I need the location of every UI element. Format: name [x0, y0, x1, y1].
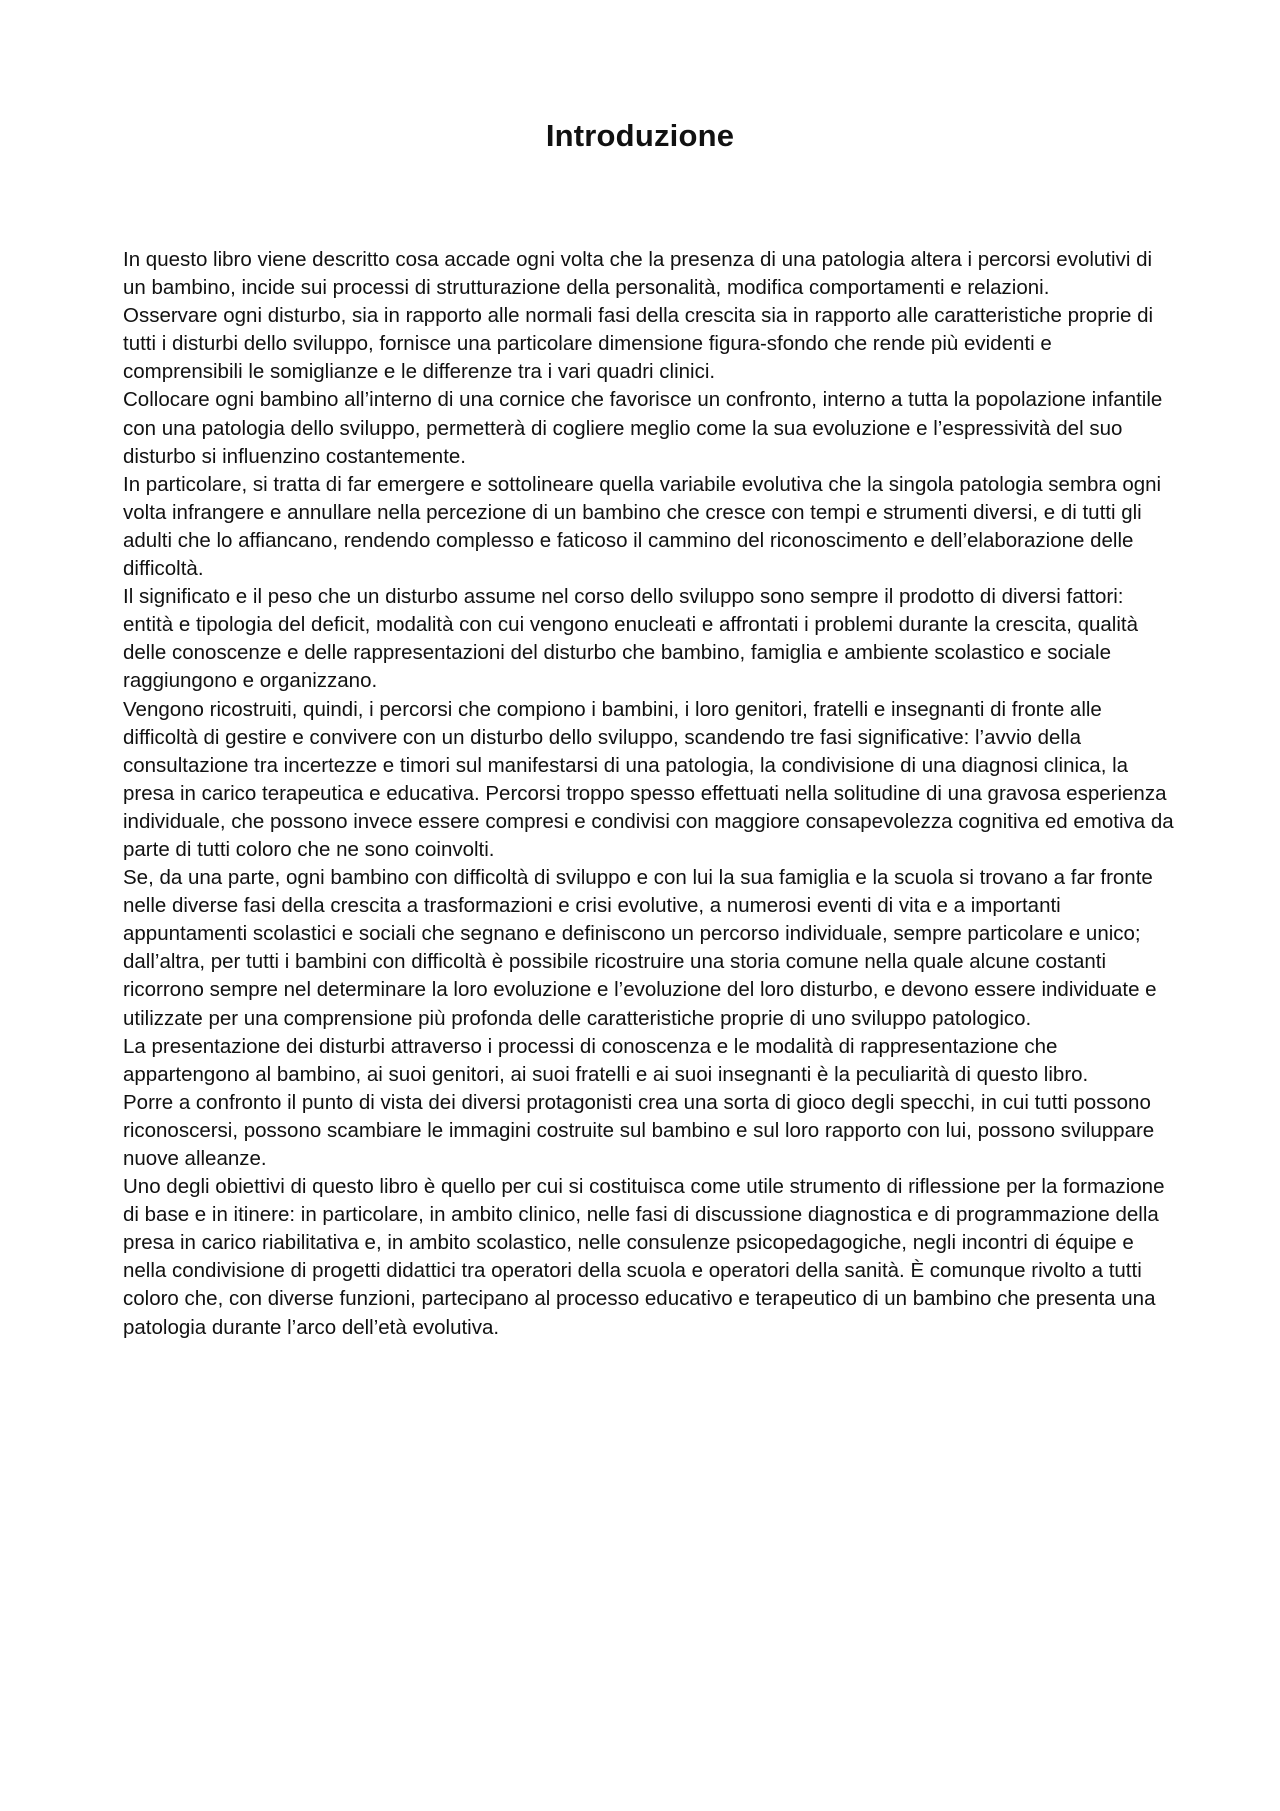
paragraph-3: Collocare ogni bambino all’interno di una cornice che favorisce un confronto, interno a tutta la popolazione infantile con una patologia dello sviluppo, permetterà di cogliere meglio come la sua evoluzione e l’espressività del suo disturbo si influenzino costantemente.	[123, 388, 1163, 468]
paragraph-2: Osservare ogni disturbo, sia in rapporto alle normali fasi della crescita sia in rapporto alle caratteristiche proprie di tutti i disturbi dello sviluppo, fornisce una particolare dimensione figura-sfondo che rende più evidenti e comprensibili le somiglianze e le differenze tra i vari quadri clinici.	[123, 304, 1154, 384]
paragraph-7: Se, da una parte, ogni bambino con difficoltà di sviluppo e con lui la sua famiglia e la scuola si trovano a far fronte nelle diverse fasi della crescita a trasformazioni e crisi evolutive, a numerosi eventi di vita e a importanti appuntamenti scolastici e sociali che segnano e definiscono un percorso individuale, sempre particolare e unico; dall’altra, per tutti i bambini con difficoltà è possibile ricostruire una storia comune nella quale alcune costanti ricorrono sempre nel determinare la loro evoluzione e l’evoluzione del loro disturbo, e devono essere individuate e utilizzate per una comprensione più profonda delle caratteristiche proprie di uno sviluppo patologico.	[123, 866, 1157, 1030]
paragraph-9: Porre a confronto il punto di vista dei diversi protagonisti crea una sorta di gioco degli specchi, in cui tutti possono riconoscersi, possono scambiare le immagini costruite sul bambino e sul loro rapporto con lui, possono sviluppare nuove alleanze.	[123, 1090, 1155, 1170]
body-text	[123, 246, 1175, 1342]
paragraph-6: Vengono ricostruiti, quindi, i percorsi che compiono i bambini, i loro genitori, fratelli e insegnanti di fronte alle difficoltà di gestire e convivere con un disturbo dello sviluppo, scandendo tre fasi significative: l’avvio della consultazione tra incertezze e timori sul manifestarsi di una patologia, la condivisione di una diagnosi clinica, la presa in carico terapeutica e educativa. Percorsi troppo spesso effettuati nella solitudine di una gravosa esperienza individuale, che possono invece essere compresi e condivisi con maggiore consapevolezza cognitiva ed emotiva da parte di tutti coloro che ne sono coinvolti.	[123, 697, 1174, 861]
paragraph-1: In questo libro viene descritto cosa accade ogni volta che la presenza di una patologia altera i percorsi evolutivi di un bambino, incide sui processi di strutturazione della personalità, modifica comportamenti e relazioni.	[123, 248, 1153, 300]
paragraph-5: Il significato e il peso che un disturbo assume nel corso dello sviluppo sono sempre il prodotto di diversi fattori: entità e tipologia del deficit, modalità con cui vengono enucleati e affrontati i problemi durante la crescita, qualità delle conoscenze e delle rappresentazioni del disturbo che bambino, famiglia e ambiente scolastico e sociale raggiungono e organizzano.	[123, 585, 1138, 693]
paragraph-10: Uno degli obiettivi di questo libro è quello per cui si costituisca come utile strumento di riflessione per la formazione di base e in itinere: in particolare, in ambito clinico, nelle fasi di discussione diagnostica e di programmazione della presa in carico riabilitativa e, in ambito scolastico, nelle consulenze psicopedagogiche, negli incontri di équipe e nella condivisione di progetti didattici tra operatori della scuola e operatori della sanità. È comunque rivolto a tutti coloro che, con diverse funzioni, partecipano al processo educativo e terapeutico di un bambino che presenta una patologia durante l’arco dell’età evolutiva.	[123, 1175, 1165, 1339]
paragraph-8: La presentazione dei disturbi attraverso i processi di conoscenza e le modalità di rappresentazione che appartengono al bambino, ai suoi genitori, ai suoi fratelli e ai suoi insegnanti è la peculiarità di questo libro.	[123, 1034, 1089, 1086]
page-title: Introduzione	[545, 118, 735, 153]
paragraph-4: In particolare, si tratta di far emergere e sottolineare quella variabile evolutiva che la singola patologia sembra ogni volta infrangere e annullare nella percezione di un bambino che cresce con tempi e strumenti diversi, e di tutti gli adulti che lo affiancano, rendendo complesso e faticoso il cammino del riconoscimento e dell’elaborazione delle difficoltà.	[123, 472, 1162, 581]
